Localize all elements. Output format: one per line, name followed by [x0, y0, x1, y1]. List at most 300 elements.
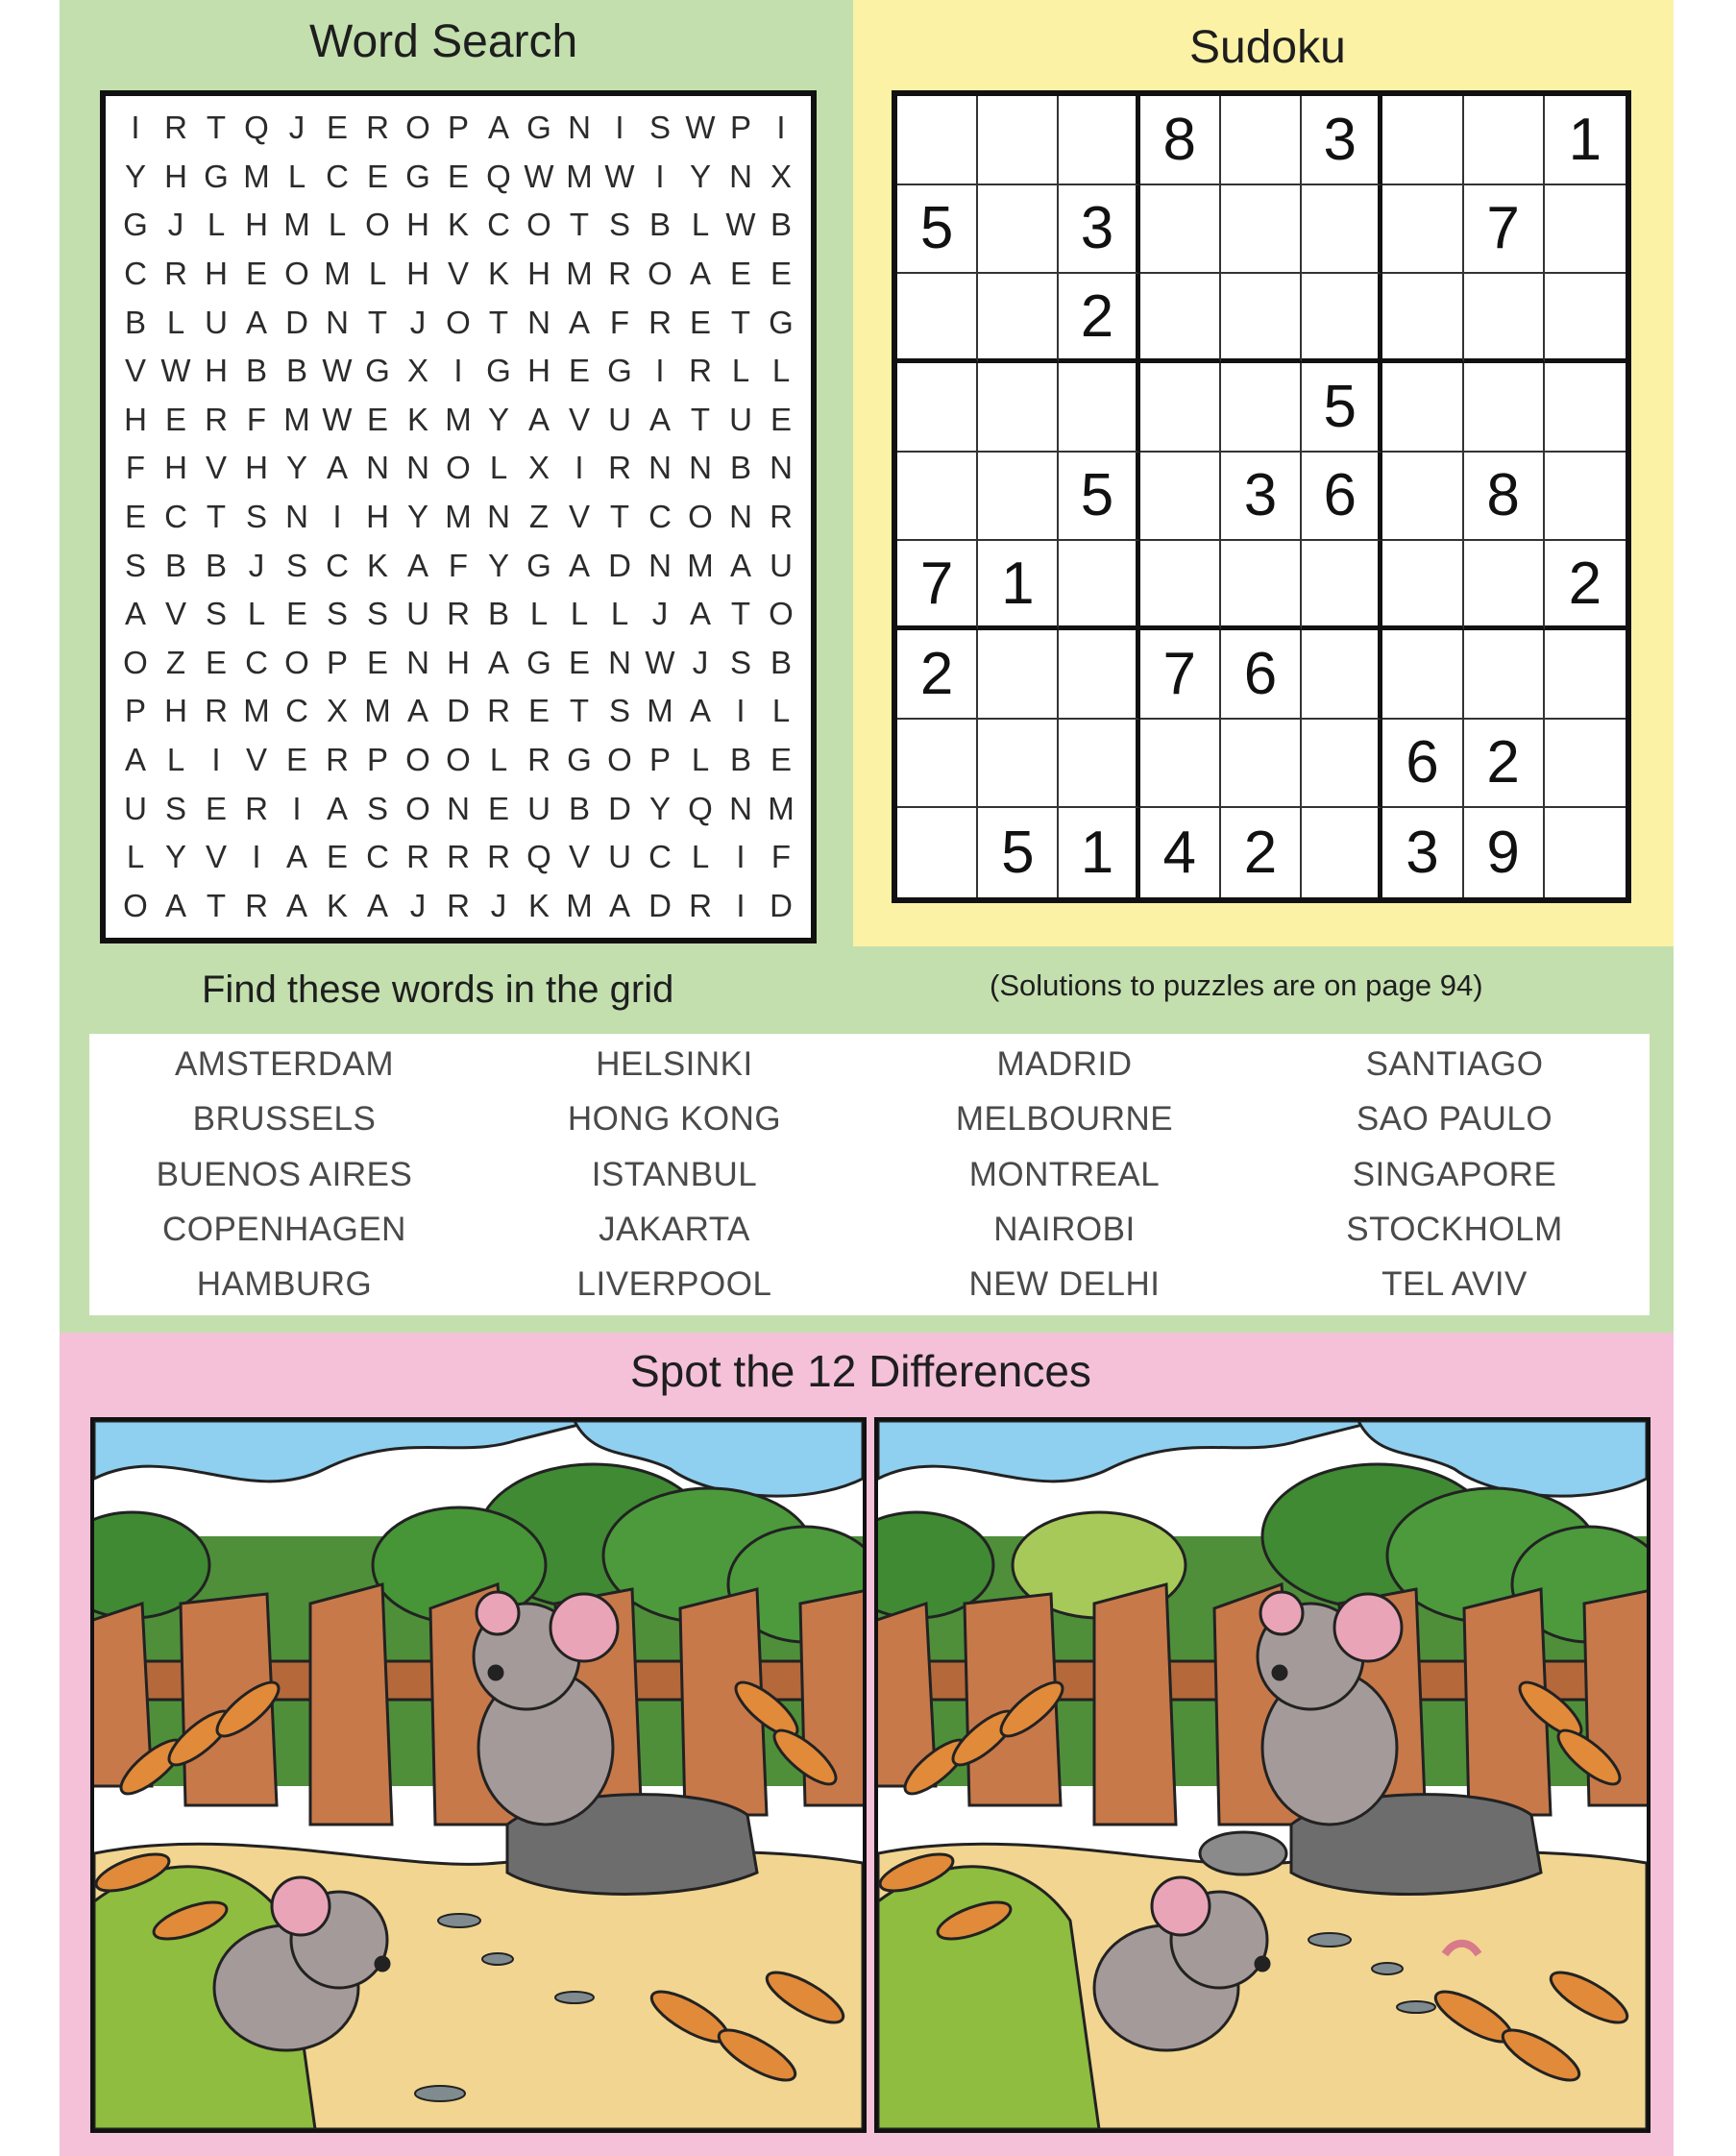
sudoku-cell[interactable]: [1545, 274, 1626, 363]
sudoku-cell[interactable]: [1382, 541, 1463, 630]
word-search-letter: T: [488, 304, 509, 340]
word-search-letter: O: [123, 644, 148, 680]
word-search-letter: H: [124, 401, 147, 437]
word-search-letter: V: [164, 596, 186, 632]
word-search-letter: T: [690, 401, 711, 437]
mouse-garden-scene-variant: [878, 1421, 1647, 2129]
word-search-letter: H: [406, 207, 429, 243]
word-search-letter: E: [568, 353, 590, 389]
word-search-letter: T: [730, 304, 751, 340]
word-search-letter: O: [526, 207, 551, 243]
word-search-letter: I: [655, 158, 665, 194]
word-search-row: [115, 104, 801, 153]
word-search-letter: A: [689, 596, 711, 632]
word-search-letter: R: [608, 256, 631, 292]
word-search-letter: V: [245, 741, 267, 777]
word-search-letter: G: [405, 158, 430, 194]
word-search-letter: E: [729, 256, 751, 292]
word-search-letter: S: [326, 596, 348, 632]
word-search-letter: Q: [526, 839, 551, 875]
word-search-letter: X: [326, 693, 348, 729]
word-search-letter: W: [322, 401, 353, 437]
word-search-letter: H: [245, 450, 268, 486]
sudoku-cell[interactable]: [1140, 363, 1221, 453]
word-search-letter: O: [446, 304, 471, 340]
word-search-letter: A: [124, 596, 146, 632]
word-search-letter: L: [166, 304, 185, 340]
sudoku-cell[interactable]: [1545, 453, 1626, 542]
word-search-letter: B: [648, 207, 671, 243]
word-search-letter: L: [489, 450, 508, 486]
word-search-letter: C: [245, 644, 268, 680]
word-search-letter: N: [568, 110, 591, 146]
word-search-letter: U: [527, 790, 550, 826]
word-search-letter: O: [446, 450, 471, 486]
sudoku-cell[interactable]: [1302, 630, 1382, 720]
sudoku-cell[interactable]: 8: [1464, 453, 1545, 542]
word-search-letter: F: [125, 450, 146, 486]
word-search-letter: R: [245, 887, 268, 923]
word-search-letter: C: [487, 207, 510, 243]
sudoku-cell[interactable]: [1545, 720, 1626, 809]
sudoku-cell[interactable]: [1382, 185, 1463, 275]
word-search-letter: B: [770, 207, 792, 243]
sudoku-cell[interactable]: 7: [1140, 630, 1221, 720]
sudoku-cell[interactable]: 2: [1545, 541, 1626, 630]
sudoku-cell[interactable]: [1302, 185, 1382, 275]
word-search-letter: H: [527, 256, 550, 292]
word-search-letter: S: [366, 790, 388, 826]
word-search-letter: Y: [285, 450, 307, 486]
word-search-letter: V: [568, 839, 590, 875]
word-search-letter: P: [648, 741, 671, 777]
word-search-letter: Q: [688, 790, 713, 826]
word-list-item: MONTREAL: [968, 1155, 1161, 1193]
word-search-letter: V: [568, 401, 590, 437]
sudoku-cell[interactable]: [1140, 453, 1221, 542]
word-search-letter: B: [487, 596, 509, 632]
word-search-row: [115, 590, 801, 639]
sudoku-cell[interactable]: [978, 185, 1059, 275]
word-search-row: [115, 444, 801, 493]
word-search-letter: S: [124, 547, 146, 583]
sudoku-cell[interactable]: [1464, 541, 1545, 630]
word-search-letter: A: [608, 887, 630, 923]
sudoku-cell[interactable]: 2: [1464, 720, 1545, 809]
word-search-row: [115, 638, 801, 687]
word-search-letter: B: [729, 741, 751, 777]
sudoku-cell[interactable]: [978, 453, 1059, 542]
word-list-item: NAIROBI: [993, 1210, 1136, 1248]
word-list-item: SANTIAGO: [1365, 1045, 1544, 1083]
word-search-letter: J: [409, 304, 427, 340]
word-search-letter: N: [648, 450, 672, 486]
word-search-letter: N: [689, 450, 712, 486]
sudoku-cell[interactable]: [1464, 274, 1545, 363]
word-search-letter: A: [164, 887, 186, 923]
word-search-row: [115, 347, 801, 396]
word-search-letter: O: [365, 207, 390, 243]
word-search-row: [115, 201, 801, 250]
word-list-item: TEL AVIV: [1381, 1265, 1528, 1303]
word-search-letter: S: [608, 207, 630, 243]
word-search-letter: L: [691, 839, 710, 875]
word-search-letter: A: [487, 110, 509, 146]
word-search-letter: K: [406, 401, 428, 437]
sudoku-cell[interactable]: 5: [978, 808, 1059, 897]
word-search-letter: H: [406, 256, 429, 292]
word-search-letter: G: [526, 547, 551, 583]
word-list-item: AMSTERDAM: [174, 1045, 395, 1083]
word-search-letter: I: [776, 110, 786, 146]
word-search-letter: Z: [528, 498, 550, 534]
word-search-letter: L: [771, 693, 791, 729]
word-search-letter: E: [164, 401, 186, 437]
word-search-letter: X: [527, 450, 550, 486]
word-search-letter: E: [205, 644, 227, 680]
sudoku-cell[interactable]: [897, 96, 978, 185]
word-search-letter: N: [406, 450, 429, 486]
sudoku-cell[interactable]: [978, 630, 1059, 720]
word-search-letter: J: [651, 596, 669, 632]
word-search-letter: I: [211, 741, 221, 777]
word-search-letter: C: [366, 839, 389, 875]
word-search-letter: H: [164, 450, 187, 486]
sudoku-cell[interactable]: 2: [1221, 808, 1302, 897]
word-list-item: BUENOS AIRES: [156, 1155, 413, 1193]
sudoku-cell[interactable]: [897, 453, 978, 542]
sudoku-cell[interactable]: [1059, 363, 1139, 453]
sudoku-cell[interactable]: [1302, 720, 1382, 809]
word-search-letter: I: [736, 693, 746, 729]
sudoku-cell[interactable]: [1382, 630, 1463, 720]
word-search-letter: T: [569, 693, 590, 729]
sudoku-cell[interactable]: [978, 96, 1059, 185]
word-search-letter: L: [691, 741, 710, 777]
word-search-letter: Y: [648, 790, 671, 826]
word-search-letter: L: [247, 596, 266, 632]
word-search-letter: O: [446, 741, 471, 777]
sudoku-cell[interactable]: [1221, 541, 1302, 630]
sudoku-cell[interactable]: [897, 274, 978, 363]
word-search-letter: L: [570, 596, 589, 632]
word-search-letter: V: [124, 353, 146, 389]
word-search-letter: U: [205, 304, 228, 340]
sudoku-cell[interactable]: [1382, 96, 1463, 185]
word-search-letter: O: [405, 110, 430, 146]
word-search-letter: A: [366, 887, 388, 923]
sudoku-cell[interactable]: 3: [1302, 96, 1382, 185]
sudoku-cell[interactable]: [1464, 96, 1545, 185]
word-search-letter: Q: [486, 158, 511, 194]
sudoku-cell[interactable]: 6: [1302, 453, 1382, 542]
word-search-letter: E: [689, 304, 711, 340]
word-search-letter: L: [489, 741, 508, 777]
word-search-letter: E: [205, 790, 227, 826]
word-list-column: [89, 1045, 479, 1304]
word-search-letter: G: [607, 353, 632, 389]
sudoku-cell[interactable]: 1: [1059, 808, 1139, 897]
word-search-letter: T: [367, 304, 388, 340]
word-list-heading: Find these words in the grid: [202, 968, 674, 1011]
sudoku-cell[interactable]: 5: [1059, 453, 1139, 542]
word-search-letter: J: [692, 644, 709, 680]
word-search-letter: L: [691, 207, 710, 243]
word-search-letter: H: [527, 353, 550, 389]
word-search-row: [115, 250, 801, 299]
word-search-letter: S: [245, 498, 267, 534]
word-search-letter: A: [406, 547, 428, 583]
word-search-letter: M: [566, 256, 593, 292]
word-search-letter: H: [164, 158, 187, 194]
differences-title: Spot the 12 Differences: [630, 1346, 1091, 1396]
word-search-letter: G: [204, 158, 229, 194]
word-search-letter: L: [529, 596, 549, 632]
word-search-row: [115, 736, 801, 785]
sudoku-cell[interactable]: [1059, 96, 1139, 185]
sudoku-cell[interactable]: [1221, 185, 1302, 275]
word-search-letter: P: [326, 644, 348, 680]
sudoku-cell[interactable]: 9: [1464, 808, 1545, 897]
word-search-letter: G: [365, 353, 390, 389]
word-search-letter: M: [283, 401, 310, 437]
word-search-letter: R: [527, 741, 550, 777]
sudoku-cell[interactable]: [1221, 720, 1302, 809]
word-search-letter: T: [730, 596, 751, 632]
word-search-letter: N: [487, 498, 510, 534]
word-search-letter: B: [285, 353, 307, 389]
word-list-item: HONG KONG: [567, 1100, 782, 1139]
word-search-letter: L: [207, 207, 226, 243]
word-search-letter: C: [326, 158, 349, 194]
word-search-letter: I: [736, 887, 746, 923]
word-search-row: [115, 541, 801, 590]
sudoku-cell[interactable]: 1: [1545, 96, 1626, 185]
word-search-letter: L: [368, 256, 387, 292]
sudoku-cell[interactable]: 6: [1221, 630, 1302, 720]
word-search-letter: O: [284, 256, 309, 292]
word-search-letter: R: [770, 498, 793, 534]
word-search-letter: V: [205, 839, 227, 875]
word-search-letter: E: [326, 110, 348, 146]
sudoku-cell[interactable]: [897, 363, 978, 453]
word-search-letter: V: [205, 450, 227, 486]
sudoku-cell[interactable]: [1221, 363, 1302, 453]
word-search-letter: E: [568, 644, 590, 680]
sudoku-cell[interactable]: [1545, 630, 1626, 720]
mouse-garden-scene: [94, 1421, 863, 2129]
sudoku-cell[interactable]: 2: [1059, 274, 1139, 363]
word-search-letter: I: [575, 450, 584, 486]
word-list-column: [869, 1045, 1259, 1304]
sudoku-cell[interactable]: [1382, 363, 1463, 453]
sudoku-cell[interactable]: [1464, 363, 1545, 453]
word-list-column: [479, 1045, 869, 1304]
word-list-item: ISTANBUL: [591, 1155, 758, 1193]
word-search-letter: M: [566, 158, 593, 194]
sudoku-cell[interactable]: 3: [1221, 453, 1302, 542]
word-search-letter: B: [205, 547, 227, 583]
word-search-grid: [100, 90, 817, 943]
word-search-letter: J: [248, 547, 265, 583]
word-search-letter: S: [205, 596, 227, 632]
word-search-letter: H: [164, 693, 187, 729]
word-search-letter: E: [366, 401, 388, 437]
word-search-letter: G: [526, 110, 551, 146]
word-search-letter: C: [326, 547, 349, 583]
sudoku-cell[interactable]: 2: [897, 630, 978, 720]
sudoku-cell[interactable]: [1059, 630, 1139, 720]
word-search-letter: F: [246, 401, 267, 437]
word-search-letter: M: [647, 693, 673, 729]
word-list-item: HELSINKI: [596, 1045, 753, 1083]
word-search-letter: R: [689, 353, 712, 389]
word-search-row: [115, 153, 801, 202]
word-search-letter: A: [648, 401, 671, 437]
sudoku-cell[interactable]: 7: [1464, 185, 1545, 275]
word-list-item: BRUSSELS: [192, 1100, 377, 1139]
word-search-letter: D: [648, 887, 672, 923]
word-search-letter: G: [526, 644, 551, 680]
sudoku-cell[interactable]: 1: [978, 541, 1059, 630]
word-search-letter: A: [285, 839, 307, 875]
word-search-letter: H: [205, 256, 228, 292]
sudoku-cell[interactable]: 5: [1302, 363, 1382, 453]
word-search-letter: R: [447, 887, 470, 923]
sudoku-cell[interactable]: [897, 808, 978, 897]
word-search-letter: E: [770, 741, 792, 777]
word-search-letter: R: [608, 450, 631, 486]
word-search-letter: B: [770, 644, 792, 680]
word-search-letter: O: [607, 741, 632, 777]
word-search-letter: N: [527, 304, 550, 340]
word-list-item: NEW DELHI: [968, 1265, 1161, 1303]
sudoku-cell[interactable]: 5: [897, 185, 978, 275]
word-search-letter: S: [366, 596, 388, 632]
sudoku-cell[interactable]: [1302, 808, 1382, 897]
sudoku-cell[interactable]: 6: [1382, 720, 1463, 809]
sudoku-cell[interactable]: [1140, 541, 1221, 630]
word-search-letter: L: [771, 353, 791, 389]
word-search-letter: Z: [165, 644, 186, 680]
sudoku-cell[interactable]: 4: [1140, 808, 1221, 897]
word-search-letter: J: [409, 887, 427, 923]
sudoku-cell[interactable]: [1545, 808, 1626, 897]
word-search-letter: U: [608, 401, 631, 437]
word-list-column: [1259, 1045, 1650, 1304]
word-search-letter: W: [725, 207, 756, 243]
scene-right-illustration: [874, 1417, 1650, 2133]
sudoku-cell[interactable]: [1140, 720, 1221, 809]
word-search-letter: L: [166, 741, 185, 777]
word-search-letter: K: [326, 887, 348, 923]
word-search-letter: U: [406, 596, 429, 632]
sudoku-cell[interactable]: [978, 363, 1059, 453]
word-list-item: MADRID: [996, 1045, 1133, 1083]
word-search-letter: I: [252, 839, 261, 875]
word-list-item: STOCKHOLM: [1346, 1210, 1563, 1248]
word-search-letter: M: [243, 693, 270, 729]
word-search-letter: P: [124, 693, 146, 729]
sudoku-cell[interactable]: [1545, 363, 1626, 453]
sudoku-cell[interactable]: [978, 274, 1059, 363]
sudoku-cell[interactable]: [1382, 453, 1463, 542]
word-search-letter: L: [126, 839, 145, 875]
word-search-letter: I: [131, 110, 140, 146]
sudoku-cell[interactable]: 3: [1382, 808, 1463, 897]
word-search-letter: A: [568, 304, 590, 340]
sudoku-cell[interactable]: 8: [1140, 96, 1221, 185]
sudoku-cell[interactable]: 7: [897, 541, 978, 630]
word-list-item: HAMBURG: [196, 1265, 373, 1303]
word-search-letter: D: [770, 887, 793, 923]
word-search-letter: O: [405, 741, 430, 777]
sudoku-cell[interactable]: [897, 720, 978, 809]
sudoku-cell[interactable]: [1221, 96, 1302, 185]
word-search-letter: J: [288, 110, 306, 146]
word-search-letter: N: [406, 644, 429, 680]
word-search-letter: I: [453, 353, 463, 389]
word-search-letter: V: [447, 256, 469, 292]
word-search-letter: V: [568, 498, 590, 534]
sudoku-cell[interactable]: [1464, 630, 1545, 720]
word-search-letter: T: [206, 110, 227, 146]
word-search-letter: E: [447, 158, 469, 194]
word-search-letter: E: [770, 401, 792, 437]
word-search-letter: R: [164, 110, 187, 146]
word-search-letter: Y: [406, 498, 428, 534]
sudoku-cell[interactable]: [1221, 274, 1302, 363]
word-search-letter: F: [770, 839, 792, 875]
word-search-letter: S: [285, 547, 307, 583]
word-search-letter: X: [406, 353, 428, 389]
word-search-row: [115, 687, 801, 736]
word-search-letter: N: [729, 790, 752, 826]
word-search-title: Word Search: [309, 16, 578, 67]
word-search-letter: D: [608, 547, 631, 583]
sudoku-cell[interactable]: [978, 720, 1059, 809]
word-search-letter: M: [364, 693, 391, 729]
word-search-letter: U: [770, 547, 793, 583]
word-list-item: SINGAPORE: [1352, 1155, 1557, 1193]
word-search-letter: A: [406, 693, 428, 729]
sudoku-cell[interactable]: [1302, 274, 1382, 363]
sudoku-cell[interactable]: [1302, 541, 1382, 630]
solutions-note: (Solutions to puzzles are on page 94): [990, 968, 1483, 1002]
sudoku-cell[interactable]: [1545, 185, 1626, 275]
word-search-letter: Q: [244, 110, 269, 146]
sudoku-cell[interactable]: 3: [1059, 185, 1139, 275]
word-search-letter: E: [326, 839, 348, 875]
word-search-letter: D: [608, 790, 631, 826]
word-search-letter: A: [487, 644, 509, 680]
word-search-letter: K: [447, 207, 469, 243]
word-search-letter: E: [487, 790, 509, 826]
word-search-letter: H: [245, 207, 268, 243]
word-search-letter: G: [123, 207, 148, 243]
sudoku-cell[interactable]: [1140, 274, 1221, 363]
sudoku-cell[interactable]: [1059, 541, 1139, 630]
sudoku-cell[interactable]: [1140, 185, 1221, 275]
sudoku-cell[interactable]: [1382, 274, 1463, 363]
word-search-letter: Y: [164, 839, 186, 875]
word-search-letter: N: [648, 547, 672, 583]
sudoku-cell[interactable]: [1059, 720, 1139, 809]
word-search-letter: P: [729, 110, 751, 146]
word-search-letter: M: [445, 498, 472, 534]
word-search-letter: A: [285, 887, 307, 923]
word-search-letter: G: [486, 353, 511, 389]
